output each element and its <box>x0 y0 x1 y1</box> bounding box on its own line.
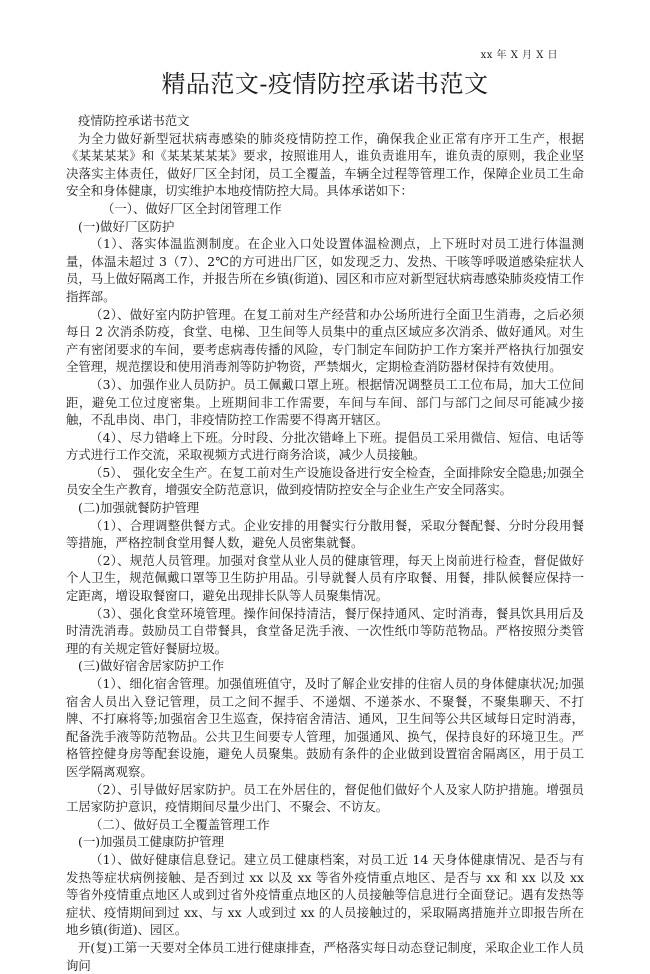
intro-paragraph: 为全力做好新型冠状病毒感染的肺炎疫情防控工作，确保我企业正常有序开工生产，根据《某某某某》和《某某某某某》要求，按照谁用人，谁负责谁用车，谁负责的原则，我企业坚决落实主体责任，做好厂区全封闭，员工全覆盖，车辆全过程等管理工作，保障企业员工生命安全和身体健康，切实维护本地疫情防控大局。具体承诺如下： <box>66 130 584 199</box>
paragraph: （1）、落实体温监测制度。在企业入口处设置体温检测点，上下班时对员工进行体温测量，体温未超过 3（7）、2℃的方可进出厂区，如发现乏力、发热、干咳等呼吸道感染症状人员，马上做好隔离工作，并报告所在乡镇(街道)、园区和市应对新型冠状病毒感染肺炎疫情工作指挥部。 <box>66 236 584 304</box>
paragraph: （5）、 强化安全生产。在复工前对生产设施设备进行安全检查，全面排除安全隐患;加强全员安全生产教育，增强安全防范意识，做到疫情防控安全与企业生产安全同落实。 <box>66 464 584 498</box>
document-date: xx 年 X 月 X 日 <box>480 50 558 61</box>
subsection-heading: (二)加强就餐防护管理 <box>78 500 200 516</box>
paragraph: （2）、做好室内防护管理。在复工前对生产经营和办公场所进行全面卫生消毒，之后必须每日 2 次消杀防疫，食堂、电梯、卫生间等人员集中的重点区域应多次消杀、做好通风。对生产有密闭要求的车间，要考虑病毒传播的风险，专门制定车间防护工作方案并严格执行加强安全管理，规范摆设和使用消毒剂等防护物资，严禁烟火，定期检查消防器材保持有效使用。 <box>66 306 584 375</box>
paragraph: （2）、引导做好居家防护。员工在外居住的，督促他们做好个人及家人防护措施。增强员工居家防护意识，疫情期间尽量少出门、不聚会、不访友。 <box>66 781 584 815</box>
subsection-heading: (一)加强员工健康防护管理 <box>78 834 224 850</box>
section-heading: （二）、做好员工全覆盖管理工作 <box>90 816 270 832</box>
paragraph: （1）、细化宿舍管理。加强值班值守，及时了解企业安排的住宿人员的身体健康状况;加强宿舍人员出入登记管理，员工之间不握手、不递烟、不递茶水、不聚餐，不聚集聊天、不打牌、不打麻将等;加强宿舍卫生巡查，保持宿舍清洁、通风，卫生间等公共区域每日定时消毒，配备洗手液等防范物品。公共卫生间要专人管理，加强通风、换气，保持良好的环境卫生。严格管控健身房等配套设施，避免人员聚集。鼓励有条件的企业做到设置宿舍隔离区，用于员工医学隔离观察。 <box>66 676 584 779</box>
paragraph: （3）、加强作业人员防护。员工佩戴口罩上班。根据情况调整员工工位布局，加大工位间距，避免工位过度密集。上班期间非工作需要，车间与车间、部门与部门之间尽可能减少接触，不乱串岗、串门，非疫情防控工作需要不得离开辖区。 <box>66 376 584 428</box>
subsection-heading: (一)做好厂区防护 <box>78 218 175 234</box>
paragraph: （3）、强化食堂环境管理。操作间保持清洁，餐厅保持通风、定时消毒，餐具饮具用后及时清洗消毒。鼓励员工自带餐具，食堂备足洗手液、一次性纸巾等防范物品。严格按照分类管理的有关规定管好餐厨垃圾。 <box>66 605 584 656</box>
paragraph: （2）、规范人员管理。加强对食堂从业人员的健康管理，每天上岗前进行检查，督促做好个人卫生，规范佩戴口罩等卫生防护用品。引导就餐人员有序取餐、用餐，排队候餐应保持一定距离，增设取餐窗口，避免出现排长队等人员聚集情况。 <box>66 552 584 604</box>
document-title: 精品范文-疫情防控承诺书范文 <box>161 70 489 98</box>
paragraph: 开(复)工第一天要对全体员工进行健康排查，严格落实每日动态登记制度，采取企业工作人员询问 <box>66 939 584 973</box>
paragraph: （1）、合理调整供餐方式。企业安排的用餐实行分散用餐，采取分餐配餐、分时分段用餐等措施，严格控制食堂用餐人数，避免人员密集就餐。 <box>66 517 584 551</box>
paragraph: （4）、尽力错峰上下班。分时段、分批次错峰上下班。提倡员工采用微信、短信、电话等方式进行工作交流，采取视频方式进行商务洽谈，减少人员接触。 <box>66 429 584 463</box>
section-heading: （一）、做好厂区全封闭管理工作 <box>102 200 282 216</box>
paragraph: （1）、做好健康信息登记。建立员工健康档案，对员工近 14 天身体健康情况、是否与有发热等症状病例接触、是否到过 xx 以及 xx 等省外疫情重点地区、是否与 xx 和 xx 以及 xx 等省外疫情重点地区人或到过省外疫情重点地区的人员接触等信息进行全面登记。遇有发热等症状、疫情期间到过 xx、与 xx 人或到过 xx 的人员接触过的，采取隔离措施并立即报告所在地乡镇(街道)、园区。 <box>66 851 584 938</box>
doc-heading-line: 疫情防控承诺书范文 <box>78 113 190 128</box>
document-body <box>66 112 584 974</box>
subsection-heading: (三)做好宿舍居家防护工作 <box>78 658 224 674</box>
